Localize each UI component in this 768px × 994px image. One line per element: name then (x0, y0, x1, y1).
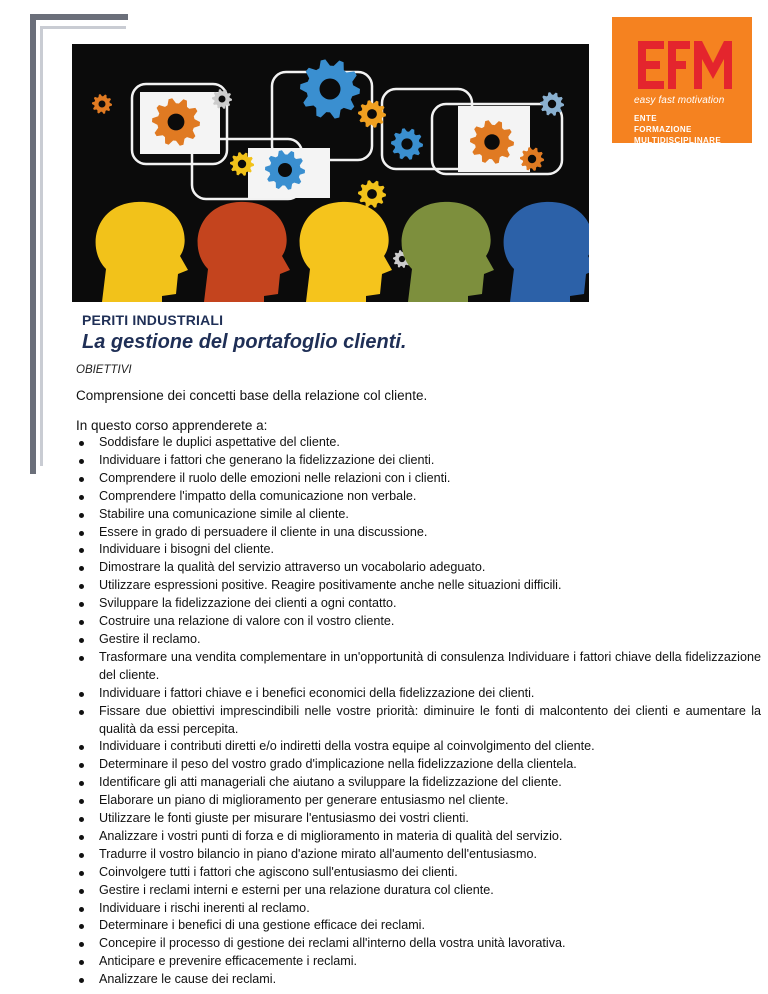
goal-item (76, 595, 761, 613)
goal-item (76, 559, 761, 577)
goal-text: Tradurre il vostro bilancio in piano d'azione mirato all'aumento dell'entusiasmo. (99, 846, 537, 861)
goal-text: Determinare i benefici di una gestione efficace dei reclami. (99, 918, 425, 933)
goal-text: Individuare i rischi inerenti al reclamo. (99, 900, 310, 915)
bullet-icon (79, 799, 84, 804)
goal-text: Gestire i reclami interni e esterni per una relazione duratura col cliente. (99, 882, 494, 897)
bullet-icon (79, 566, 84, 571)
goal-item (76, 541, 761, 559)
goal-item (76, 685, 761, 703)
heads-with-gears-illustration (72, 44, 589, 302)
goal-text: Anticipare e prevenire efficacemente i reclami. (99, 954, 358, 969)
bullet-icon (79, 638, 84, 643)
goal-text: Costruire una relazione di valore con il vostro cliente. (99, 614, 395, 629)
head-silhouette (504, 202, 589, 302)
bullet-icon (79, 745, 84, 750)
goal-item (76, 577, 761, 595)
bullet-icon (79, 692, 84, 697)
goal-text: Soddisfare le duplici aspettative del cliente. (99, 435, 340, 449)
goal-item (76, 703, 761, 739)
list-intro: In questo corso apprenderete a: (76, 418, 268, 433)
brand-logo (612, 17, 752, 143)
goal-item (76, 774, 761, 792)
page-title: La gestione del portafoglio clienti. (82, 331, 407, 353)
goal-text: Analizzare le cause dei reclami. (99, 972, 277, 987)
bullet-icon (79, 513, 84, 518)
bullet-icon (79, 853, 84, 858)
goal-text: Individuare i contributi diretti e/o indiretti della vostra equipe al coinvolgimento del cliente. (99, 739, 595, 754)
bullet-icon (79, 441, 84, 446)
logo-tagline: easy fast motivation (634, 95, 725, 106)
goal-item (76, 917, 761, 935)
goal-item (76, 828, 761, 846)
goal-item (76, 864, 761, 882)
efm-logo-mark (638, 41, 732, 89)
goal-text: Concepire il processo di gestione dei reclami all'interno della vostra unità lavorativa. (99, 936, 566, 951)
bullet-icon (79, 459, 84, 464)
goal-item (76, 524, 761, 542)
goal-item (76, 452, 761, 470)
goal-text: Sviluppare la fidelizzazione dei clienti a ogni contatto. (99, 596, 397, 611)
goal-text: Individuare i bisogni del cliente. (99, 542, 275, 557)
goal-item (76, 935, 761, 953)
goal-text: Utilizzare le fonti giuste per misurare l'entusiasmo dei vostri clienti. (99, 811, 469, 826)
corner-decoration (30, 14, 36, 474)
goal-text: Analizzare i vostri punti di forza e di miglioramento in materia di qualità del servizio. (99, 828, 563, 843)
gear-icon (92, 94, 112, 114)
bullet-icon (79, 871, 84, 876)
bullet-icon (79, 477, 84, 482)
goal-item (76, 953, 761, 971)
goal-item (76, 488, 761, 506)
goal-text: Comprendere l'impatto della comunicazione non verbale. (99, 488, 417, 503)
goal-text: Individuare i fattori chiave e i benefici economici della fidelizzazione dei clienti. (99, 685, 535, 700)
logo-line: ENTE (634, 114, 657, 123)
goal-text: Elaborare un piano di miglioramento per generare entusiasmo nel cliente. (99, 793, 509, 808)
goal-text: Gestire il reclamo. (99, 631, 201, 646)
bullet-icon (79, 942, 84, 947)
objective-text: Comprensione dei concetti base della relazione col cliente. (76, 388, 428, 403)
goal-item (76, 756, 761, 774)
bullet-icon (79, 763, 84, 768)
corner-decoration (40, 26, 43, 466)
goal-text: Dimostrare la qualità del servizio attraverso un vocabolario adeguato. (99, 560, 486, 575)
bullet-icon (79, 978, 84, 983)
bullet-icon (79, 495, 84, 500)
goal-text: Coinvolgere tutti i fattori che agiscono sull'entusiasmo dei clienti. (99, 864, 458, 879)
logo-line: FORMAZIONE (634, 125, 692, 134)
bullet-icon (79, 889, 84, 894)
bullet-icon (79, 781, 84, 786)
goals-list (76, 434, 761, 989)
goal-item (76, 738, 761, 756)
bullet-icon (79, 656, 84, 661)
bullet-icon (79, 924, 84, 929)
goal-item (76, 434, 761, 452)
bullet-icon (79, 620, 84, 625)
logo-line: MULTIDISCIPLINARE (634, 136, 722, 145)
bullet-icon (79, 548, 84, 553)
bullet-icon (79, 960, 84, 965)
head-silhouette (402, 202, 494, 302)
goal-item (76, 810, 761, 828)
goal-item (76, 649, 761, 685)
gear-icon (300, 59, 360, 118)
gear-icon (358, 180, 386, 208)
goal-item (76, 792, 761, 810)
goal-text: Trasformare una vendita complementare in un'opportunità di consulenza Individuare i fattori chiave della fidelizzazione del cliente. (99, 649, 761, 682)
corner-decoration (40, 26, 126, 29)
head-silhouette (96, 202, 188, 302)
goal-item (76, 470, 761, 488)
bullet-icon (79, 710, 84, 715)
goal-text: Fissare due obiettivi imprescindibili nelle vostre priorità: diminuire le fonti di malcontento dei clienti e aumentare la qualità da essi percepita. (99, 703, 761, 736)
goal-item (76, 882, 761, 900)
section-label: OBIETTIVI (76, 364, 132, 376)
goal-text: Essere in grado di persuadere il cliente in una discussione. (99, 524, 428, 539)
goal-text: Comprendere il ruolo delle emozioni nelle relazioni con i clienti. (99, 470, 451, 485)
bullet-icon (79, 817, 84, 822)
gear-icon (391, 128, 423, 160)
bullet-icon (79, 531, 84, 536)
goal-text: Stabilire una comunicazione simile al cliente. (99, 506, 349, 521)
goal-text: Utilizzare espressioni positive. Reagire positivamente anche nelle situazioni difficili. (99, 578, 562, 593)
bullet-icon (79, 907, 84, 912)
head-silhouette (300, 202, 392, 302)
goal-item (76, 971, 761, 989)
head-silhouette (198, 202, 290, 302)
gear-icon (540, 92, 564, 116)
course-category: PERITI INDUSTRIALI (82, 312, 224, 328)
hero-image (72, 44, 589, 302)
corner-decoration (30, 14, 128, 20)
goal-item (76, 506, 761, 524)
goal-item (76, 900, 761, 918)
goal-item (76, 846, 761, 864)
bullet-icon (79, 602, 84, 607)
bullet-icon (79, 584, 84, 589)
goal-text: Identificare gli atti manageriali che aiutano a sviluppare la fidelizzazione del cliente. (99, 775, 562, 790)
bullet-icon (79, 835, 84, 840)
goal-item (76, 613, 761, 631)
goal-text: Determinare il peso del vostro grado d'implicazione nella fidelizzazione della clientela. (99, 757, 577, 772)
goal-item (76, 631, 761, 649)
goal-text: Individuare i fattori che generano la fidelizzazione dei clienti. (99, 452, 435, 467)
